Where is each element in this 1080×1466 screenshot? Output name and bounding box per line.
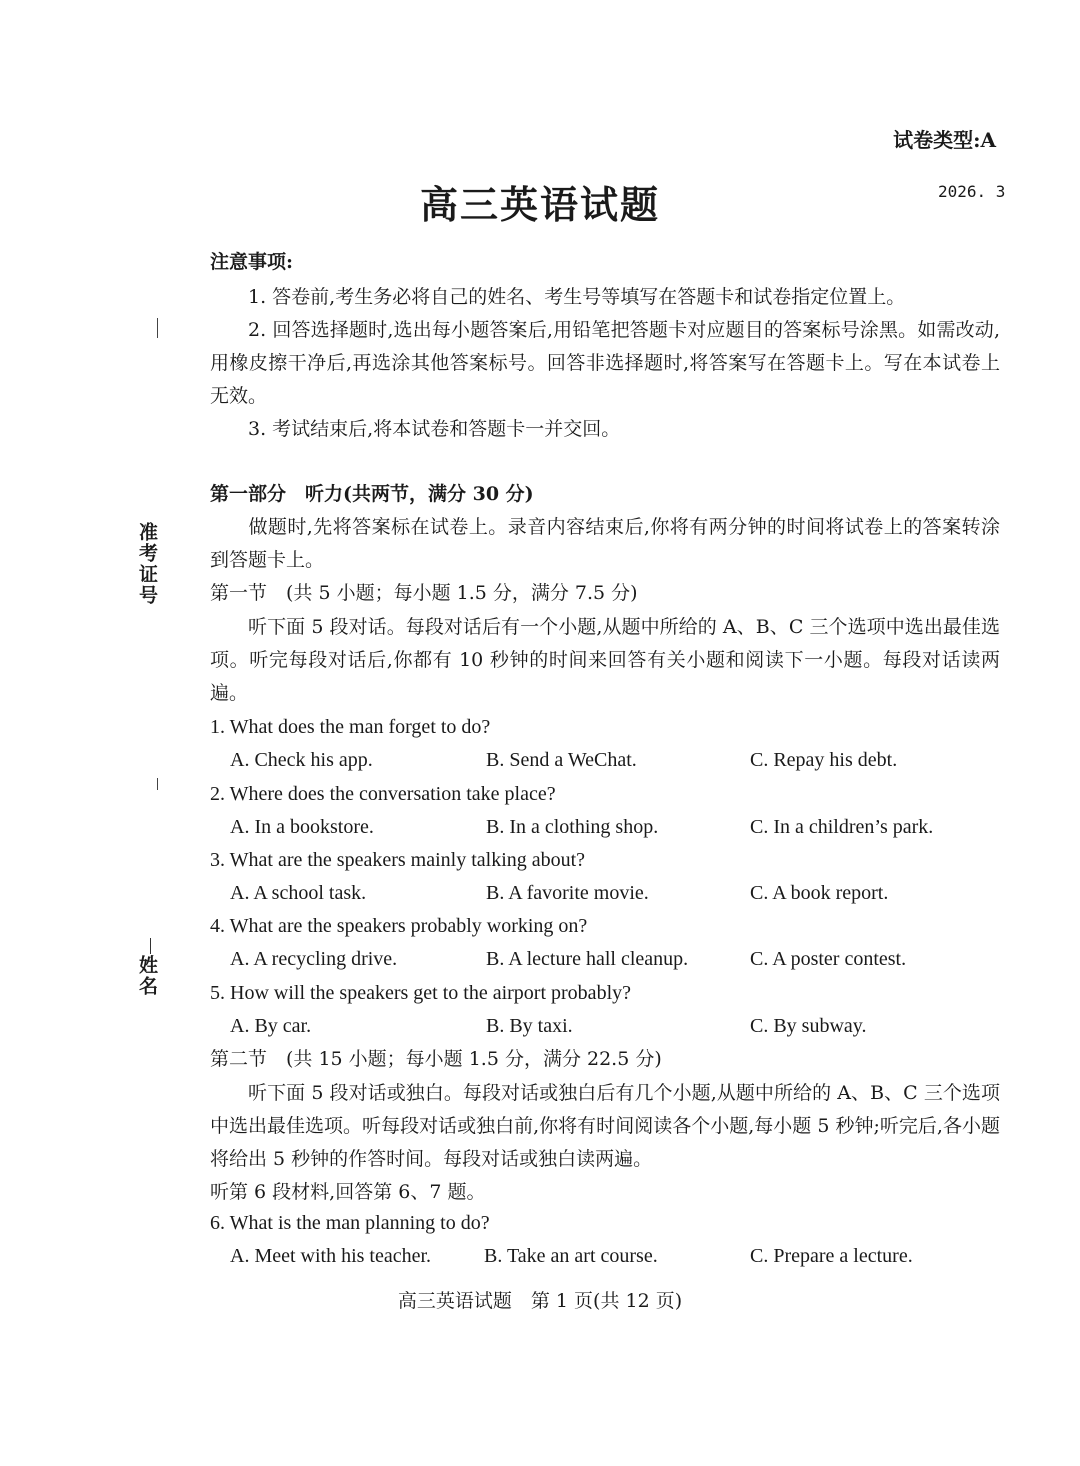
paper-type-label: 试卷类型:A <box>893 128 996 152</box>
question-2: 2. Where does the conversation take place? <box>210 783 556 805</box>
q5-option-b: B. By taxi. <box>486 1015 573 1037</box>
q3-option-c: C. A book report. <box>750 882 889 904</box>
q1-option-a: A. Check his app. <box>230 749 373 771</box>
q2-option-b: B. In a clothing shop. <box>486 816 659 838</box>
q6-option-a: A. Meet with his teacher. <box>230 1245 432 1267</box>
q1-option-c: C. Repay his debt. <box>750 749 898 771</box>
page-footer: 高三英语试题 第 1 页(共 12 页) <box>397 1290 683 1312</box>
exam-title: 高三英语试题 <box>419 182 660 227</box>
section2-intro: 听下面 5 段对话或独白。每段对话或独白后有几个小题,从题中所给的 A、B、C 三个选项中选出最佳选项。听每段对话或独白前,你将有时间阅读各个小题,每小题 5 秒钟;听完后,各小题将给出 5 秒钟的作答时间。每段对话或独白读两遍。 <box>210 1082 1000 1170</box>
q5-option-c: C. By subway. <box>750 1015 867 1037</box>
name-underline <box>150 938 151 954</box>
name-label: 姓名 <box>136 955 158 997</box>
binding-tick-top <box>157 318 158 338</box>
section2-heading: 第二节 (共 15 小题；每小题 1.5 分，满分 22.5 分) <box>210 1048 662 1070</box>
material-6-heading: 听第 6 段材料,回答第 6、7 题。 <box>210 1181 486 1203</box>
q6-option-c: C. Prepare a lecture. <box>750 1245 913 1267</box>
notice-item-1: 1. 答卷前,考生务必将自己的姓名、考生号等填写在答题卡和试卷指定位置上。 <box>248 286 906 308</box>
part1-intro: 做题时,先将答案标在试卷上。录音内容结束后,你将有两分钟的时间将试卷上的答案转涂到答题卡上。 <box>210 516 1000 571</box>
binding-tick-middle <box>157 778 158 790</box>
notice-item-2: 2. 回答选择题时,选出每小题答案后,用铅笔把答题卡对应题目的答案标号涂黑。如需改动,用橡皮擦干净后,再选涂其他答案标号。回答非选择题时,将答案写在答题卡上。写在本试卷上无效。 <box>210 319 1000 407</box>
exam-id-label: 准考证号 <box>136 522 158 606</box>
exam-date: 2026. 3 <box>938 182 1006 201</box>
section1-heading: 第一节 (共 5 小题；每小题 1.5 分，满分 7.5 分) <box>210 582 638 604</box>
q4-option-b: B. A lecture hall cleanup. <box>486 948 689 970</box>
q2-option-a: A. In a bookstore. <box>230 816 374 838</box>
question-5: 5. How will the speakers get to the airport probably? <box>210 982 631 1004</box>
notice-item-3: 3. 考试结束后,将本试卷和答题卡一并交回。 <box>248 418 621 440</box>
q6-option-b: B. Take an art course. <box>484 1245 658 1267</box>
question-6: 6. What is the man planning to do? <box>210 1212 490 1234</box>
question-3: 3. What are the speakers mainly talking about? <box>210 849 586 871</box>
q3-option-b: B. A favorite movie. <box>486 882 649 904</box>
q4-option-a: A. A recycling drive. <box>230 948 398 970</box>
part1-heading: 第一部分 听力(共两节，满分 30 分) <box>210 483 534 505</box>
section1-intro: 听下面 5 段对话。每段对话后有一个小题,从题中所给的 A、B、C 三个选项中选出最佳选项。听完每段对话后,你都有 10 秒钟的时间来回答有关小题和阅读下一小题。每段对话读两遍。 <box>210 616 1000 704</box>
q5-option-a: A. By car. <box>230 1015 312 1037</box>
q4-option-c: C. A poster contest. <box>750 948 907 970</box>
question-1: 1. What does the man forget to do? <box>210 716 491 738</box>
q2-option-c: C. In a children’s park. <box>750 816 934 838</box>
q3-option-a: A. A school task. <box>230 882 367 904</box>
notice-heading: 注意事项: <box>210 251 294 273</box>
question-4: 4. What are the speakers probably working on? <box>210 915 588 937</box>
q1-option-b: B. Send a WeChat. <box>486 749 637 771</box>
